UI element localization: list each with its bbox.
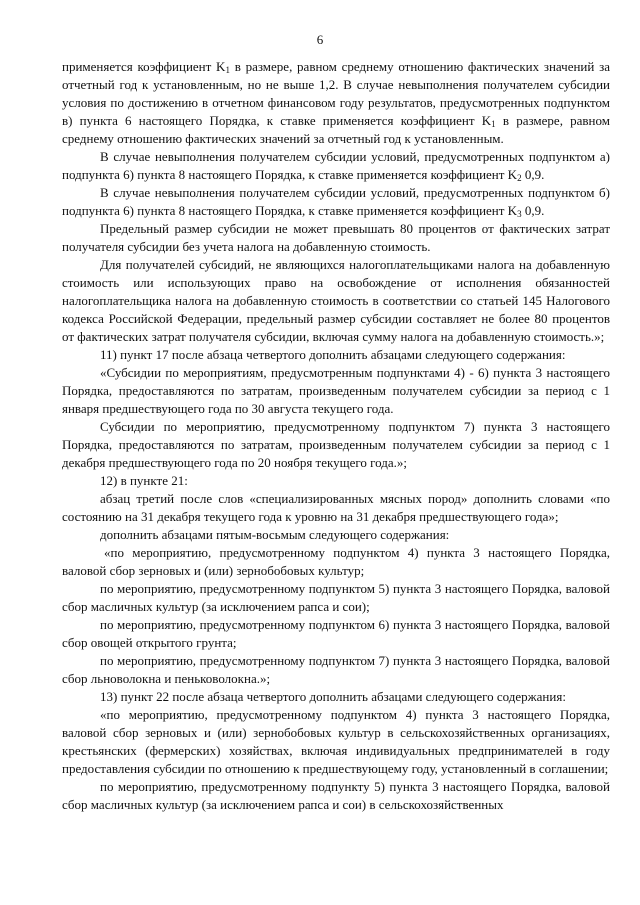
paragraph-third-abzac: абзац третий после слов «специализированных мясных пород» дополнить словами «по состоянию на 31 декабря текущего года к уровню на 31 декабря предшествующего года»; bbox=[62, 491, 610, 524]
paragraph-subsidy-limit: Предельный размер субсидии не может превышать 80 процентов от фактических затрат получателя субсидии без учета налога на добавленную стоимость. bbox=[62, 221, 610, 254]
paragraph-grain-harvest-agreement: «по мероприятию, предусмотренному подпунктом 4) пункта 3 настоящего Порядка, валовой сбор зерновых и (или) зернобобовых культур в сельскохозяйственных организациях, крестьянских (фермерских) хозяйствах, включая индивидуальных предпринимателей в году предоставления субсидии по отношению к предшествующему году, установленный в соглашении; bbox=[62, 707, 610, 776]
paragraph-item-11: 11) пункт 17 после абзаца четвертого дополнить абзацами следующего содержания: bbox=[100, 347, 566, 362]
paragraph-vat-exempt: Для получателей субсидий, не являющихся налогоплательщиками налога на добавленную стоимость или использующих право на освобождение от исполнения обязанностей налогоплательщика налога на добавленную стоимость в соответствии со статьей 145 Налогового кодекса Российской Федерации, предельный размер субсидии составляет не более 80 процентов от фактических затрат получателя субсидии, включая сумму налога на добавленную стоимость.»; bbox=[62, 257, 610, 344]
page-number: 6 bbox=[316, 32, 324, 47]
paragraph-add-abzacs: дополнить абзацами пятым-восьмым следующего содержания: bbox=[100, 527, 450, 542]
paragraph-subsidy-period-7: Субсидии по мероприятию, предусмотренному подпунктом 7) пункта 3 настоящего Порядка, предоставляются по затратам, произведенным получателем субсидии за период с 1 декабря предшествующего года по 20 ноября текущего года.»; bbox=[62, 419, 610, 470]
paragraph-vegetable-harvest: по мероприятию, предусмотренному подпунктом 6) пункта 3 настоящего Порядка, валовой сбор овощей открытого грунта; bbox=[62, 617, 610, 650]
paragraph-subsidy-period-4-6: «Субсидии по мероприятиям, предусмотренным подпунктами 4) - 6) пункта 3 настоящего Порядка, предоставляются по затратам, произведенным получателем субсидии за период с 1 января предшествующего года по 30 августа текущего года. bbox=[62, 365, 610, 416]
document-body bbox=[62, 58, 610, 814]
paragraph-coefficient-k3: В случае невыполнения получателем субсидии условий, предусмотренных подпунктом б) подпункта 6) пункта 8 настоящего Порядка, к ставке применяется коэффициент $K_3$ 0,9. bbox=[62, 185, 610, 219]
paragraph-item-13: 13) пункт 22 после абзаца четвертого дополнить абзацами следующего содержания: bbox=[100, 689, 566, 704]
paragraph-flax-harvest: по мероприятию, предусмотренному подпунктом 7) пункта 3 настоящего Порядка, валовой сбор льноволокна и пеньковолокна.»; bbox=[62, 653, 610, 686]
paragraph-oilseed-harvest-agreement: по мероприятию, предусмотренному подпункту 5) пункта 3 настоящего Порядка, валовой сбор масличных культур (за исключением рапса и сои) в сельскохозяйственных bbox=[62, 779, 610, 812]
paragraph-grain-harvest: «по мероприятию, предусмотренному подпунктом 4) пункта 3 настоящего Порядка, валовой сбор зерновых и (или) зернобобовых культур; bbox=[62, 545, 610, 578]
paragraph-oilseed-harvest: по мероприятию, предусмотренному подпунктом 5) пункта 3 настоящего Порядка, валовой сбор масличных культур (за исключением рапса и сои); bbox=[62, 581, 610, 614]
paragraph-coefficient-k1: применяется коэффициент $K_1$ в размере, равном среднему отношению фактических значений за отчетный год к установленным, но не выше 1,2. В случае невыполнения получателем субсидии условия по достижению в отчетном финансовом году результатов, предусмотренных подпунктом в) пункта 6 настоящего Порядка, к ставке применяется коэффициент $K_1$ в размере, равном среднему отношению фактических значений за отчетный год к установленным. bbox=[62, 59, 610, 146]
paragraph-item-12: 12) в пункте 21: bbox=[100, 473, 188, 488]
paragraph-coefficient-k2: В случае невыполнения получателем субсидии условий, предусмотренных подпунктом а) подпункта 6) пункта 8 настоящего Порядка, к ставке применяется коэффициент $K_2$ 0,9. bbox=[62, 149, 610, 183]
